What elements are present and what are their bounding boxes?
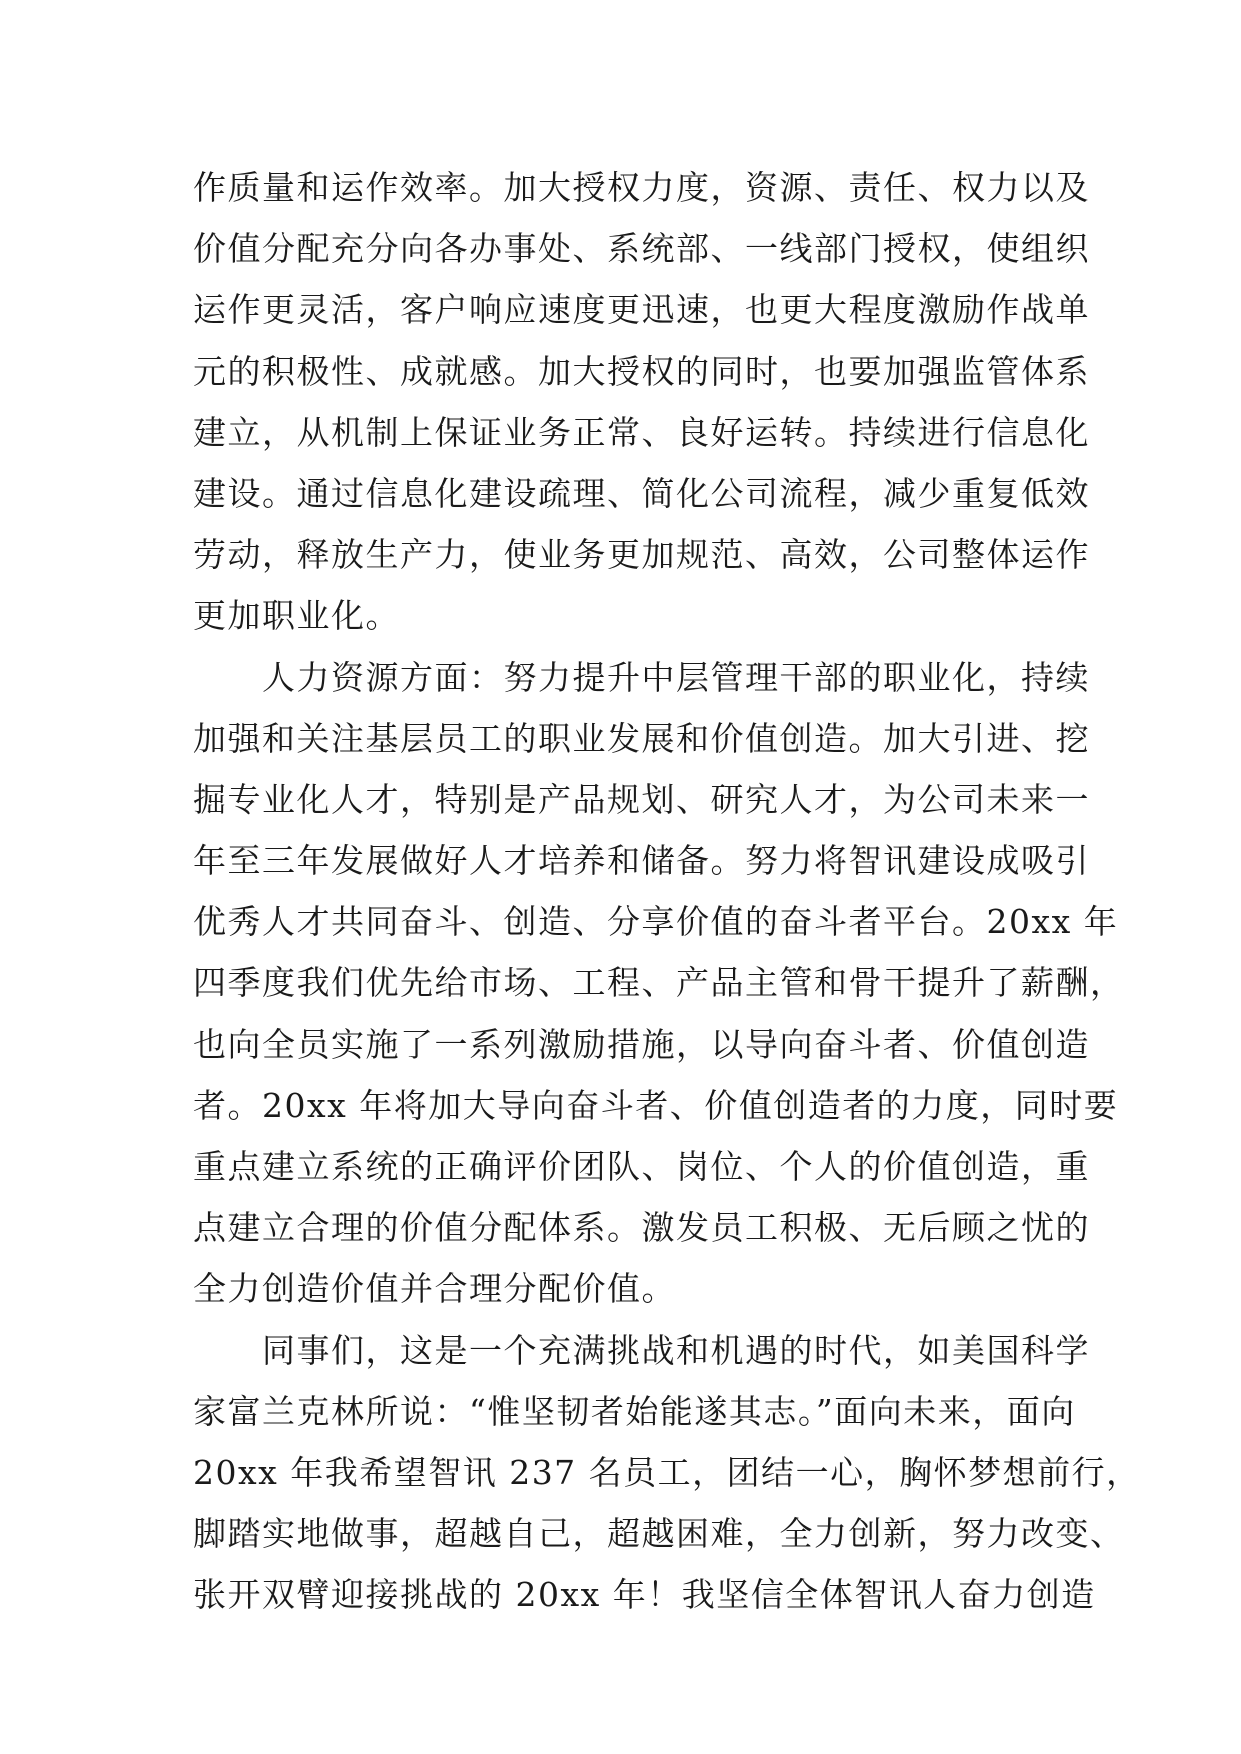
text-line: 加强和关注基层员工的职业发展和价值创造。加大引进、挖 [193, 718, 1090, 758]
text-line: 同事们，这是一个充满挑战和机遇的时代，如美国科学 [193, 1330, 1090, 1370]
text-line: 点建立合理的价值分配体系。激发员工积极、无后顾之忧的 [193, 1208, 1090, 1248]
text-line: 优秀人才共同奋斗、创造、分享价值的奋斗者平台。20xx 年 [193, 902, 1119, 942]
text-line: 元的积极性、成就感。加大授权的同时，也要加强监管体系 [193, 351, 1090, 391]
text-line: 价值分配充分向各办事处、系统部、一线部门授权，使组织 [193, 229, 1090, 269]
text-line: 家富兰克林所说：“惟坚韧者始能遂其志。”面向未来，面向 [193, 1391, 1076, 1431]
text-line: 建立，从机制上保证业务正常、良好运转。持续进行信息化 [193, 412, 1090, 452]
text-line: 建设。通过信息化建设疏理、简化公司流程，减少重复低效 [193, 473, 1090, 513]
text-line: 劳动，释放生产力，使业务更加规范、高效，公司整体运作 [193, 535, 1090, 575]
text-line: 掘专业化人才，特别是产品规划、研究人才，为公司未来一 [193, 779, 1090, 819]
text-line: 更加职业化。 [193, 596, 400, 636]
text-line: 人力资源方面：努力提升中层管理干部的职业化，持续 [193, 657, 1090, 697]
text-line: 四季度我们优先给市场、工程、产品主管和骨干提升了薪酬， [193, 963, 1125, 1003]
text-line: 者。20xx 年将加大导向奋斗者、价值创造者的力度，同时要 [193, 1085, 1119, 1125]
text-line: 作质量和运作效率。加大授权力度，资源、责任、权力以及 [193, 168, 1090, 207]
text-line: 张开双臂迎接挑战的 20xx 年！我坚信全体智讯人奋力创造 [193, 1575, 1096, 1615]
text-line: 也向全员实施了一系列激励措施，以导向奋斗者、价值创造 [193, 1024, 1090, 1064]
body-text [193, 157, 1141, 1626]
text-line: 全力创造价值并合理分配价值。 [193, 1269, 676, 1309]
text-line: 运作更灵活，客户响应速度更迅速，也更大程度激励作战单 [193, 290, 1090, 330]
text-line: 年至三年发展做好人才培养和储备。努力将智讯建设成吸引 [193, 841, 1090, 881]
text-line: 脚踏实地做事，超越自己，超越困难，全力创新，努力改变、 [193, 1514, 1125, 1554]
text-line: 20xx 年我希望智讯 237 名员工，团结一心，胸怀梦想前行， [193, 1452, 1141, 1492]
text-line: 重点建立系统的正确评价团队、岗位、个人的价值创造，重 [193, 1147, 1090, 1186]
